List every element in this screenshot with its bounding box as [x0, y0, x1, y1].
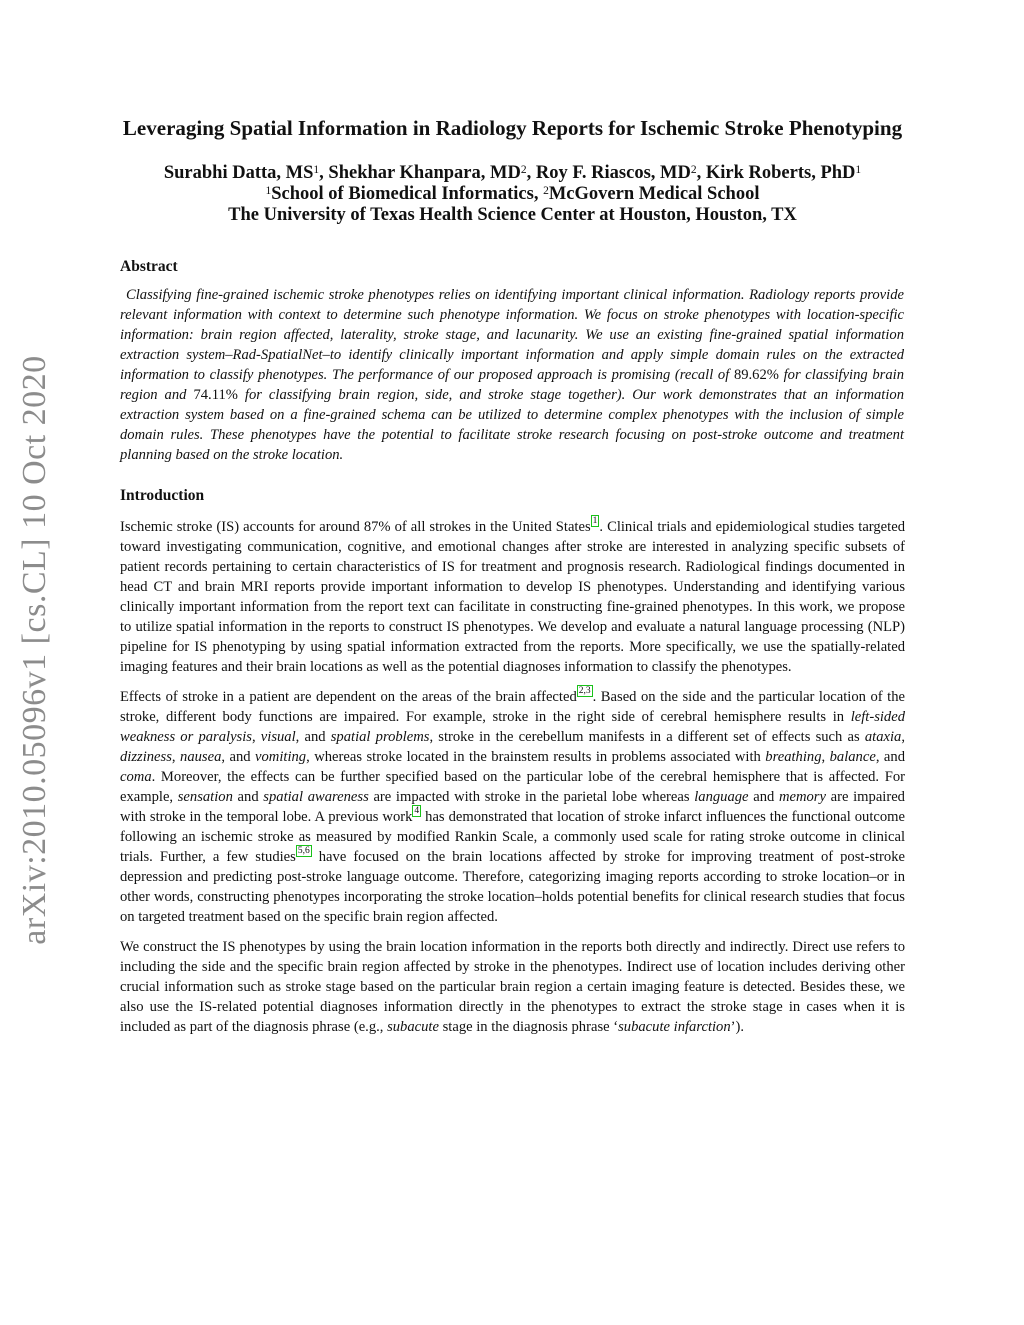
emphasis-term: ataxia [864, 729, 902, 745]
affiliation-number: 1 [265, 185, 272, 197]
arxiv-sidebar [0, 355, 70, 945]
author-affiliation-mark: 1 [855, 164, 862, 176]
citation-link[interactable]: 4 [414, 806, 420, 816]
author-affiliation-mark: 2 [690, 164, 697, 176]
author-affiliation-mark: 2 [520, 164, 527, 176]
author-name: Roy F. Riascos, MD [535, 163, 691, 183]
author-block [120, 163, 905, 226]
body-paragraph: Ischemic stroke (IS) accounts for around 87% of all strokes in the United States $^1$ . Clinical trials and epidemiological studies targeted toward investigating communication, cognitive, and emotional changes after stroke are interested in analyzing specific subsets of patient records pertaining to certain characteristics of IS for treatment and prognosis research. Radiological findings documented in head CT and brain MRI reports provide important information to develop IS phenotypes. Understanding and identifying various clinically important information from the report text can facilitate in constructing fine-grained phenotypes. In this work, we propose to utilize spatial information in the reports to construct IS phenotypes. We develop and evaluate a natural language processing (NLP) pipeline for IS phenotyping by using spatial information extracted from the reports. More specifically, we use the spatially-related imaging features and their brain locations as well as the potential diagnoses information to classify the phenotypes. [120, 516, 905, 675]
author-name: Kirk Roberts, PhD [705, 163, 856, 183]
affiliation-number: 2 [543, 185, 549, 197]
author-affiliation-mark: 1 [313, 164, 320, 176]
affiliation-name: McGovern Medical School [548, 184, 760, 204]
emphasis-term: left-sided weakness or paralysis [120, 709, 905, 745]
abstract-heading: Abstract [120, 258, 178, 275]
paper-title: Leveraging Spatial Information in Radiology Reports for Ischemic Stroke Phenotyping [122, 116, 903, 140]
emphasis-term: vomiting [255, 749, 307, 765]
emphasis-term: dizziness [120, 749, 172, 765]
emphasis-term: spatial awareness [263, 789, 369, 805]
author-list: Surabhi Datta, $MS^1$, Shekhar Khanpara, $MD^2$, Roy F. Riascos, $MD^2$, Kirk Roberts, PhD$^1$ [163, 163, 862, 183]
abstract-figure: 74.11% [193, 387, 238, 403]
author-name: Surabhi Datta, MS [163, 163, 314, 183]
emphasis-term: subacute infarction [618, 1019, 731, 1035]
emphasis-term: nausea [180, 749, 222, 765]
body-paragraph: Effects of stroke in a patient are dependent on the areas of the brain affected $^{2,3}$ . Based on the side and the particular location of the stroke, different body functions are impaired. For example, stroke in the right side of cerebral hemisphere results in left-sided weakness or paralysis, visual, and spatial problems, stroke in the cerebellum manifests in a different set of effects such as ataxia, dizziness, nausea, and vomiting, whereas stroke located in the brainstem results in problems associated with breathing, balance, and coma. Moreover, the effects can be further specified based on the particular lobe of the cerebral hemisphere that is affected. For example, sensation and spatial awareness are impacted with stroke in the parietal lobe whereas language and memory are impaired with stroke in the temporal lobe. A previous work $^4$ has demonstrated that location of stroke infarct influences the functional outcome following an ischemic stroke as measured by modified Rankin Scale, a commonly used scale for rating stroke outcome in clinical trials. Further, a few studies $^{5,6}$ have focused on the brain locations affected by stroke for improving treatment of post-stroke depression and predicting post-stroke language outcome. Therefore, categorizing imaging reports according to stroke location–or in other words, constructing phenotypes incorporating the stroke location–holds potential benefits for clinical research studies that focus on targeted treatment based on the specific brain region affected. [120, 686, 905, 925]
paper-page [120, 117, 905, 1047]
abstract-text: Classifying fine-grained ischemic stroke phenotypes relies on identifying important clinical information. Radiology reports provide relevant information with context to determine such phenotype information. We focus on stroke phenotypes with location-specific information: brain region affected, laterality, stroke stage, and lacunarity. We use an existing fine-grained spatial information extraction system–Rad-SpatialNet–to identify clinically important information and apply simple domain rules on the extracted information to classify phenotypes. The performance of our proposed approach is promising (recall of 89.62% for classifying brain region and 74.11% for classifying brain region, side, and stroke stage together). Our work demonstrates that an information extraction system based on a fine-grained schema can be utilized to determine complex phenotypes with the inclusion of simple domain rules. These phenotypes have the potential to facilitate stroke research focusing on post-stroke outcome and treatment planning based on the stroke location. [120, 287, 904, 463]
introduction-heading: Introduction [120, 487, 205, 504]
author-name: Shekhar Khanpara, MD [328, 163, 521, 183]
introduction-body [120, 517, 905, 1037]
citation-link[interactable]: 2,3 [578, 686, 591, 696]
abstract-figure: 89.62% [733, 367, 779, 383]
emphasis-term: visual [260, 729, 296, 745]
citation-link[interactable]: 5,6 [297, 846, 310, 856]
emphasis-term: sensation [177, 789, 233, 805]
citation-link[interactable]: 1 [592, 516, 598, 526]
emphasis-term: breathing [765, 749, 822, 765]
body-paragraph: We construct the IS phenotypes by using the brain location information in the reports both directly and indirectly. Direct use refers to including the side and the specific brain region affected by stroke in the phenotypes. Indirect use of location includes deriving other crucial information such as stroke stage based on the particular brain region a certain imaging feature is detected. Besides these, we also use the IS-related potential diagnoses information directly in the phenotypes to extract the stroke stage in cases when it is included as part of the diagnosis phrase (e.g., subacute stage in the diagnosis phrase ‘subacute infarction’). [120, 939, 905, 1035]
arxiv-identifier[interactable]: arXiv:2010.05096v1 [cs.CL] 10 Oct 2020 [16, 355, 53, 945]
emphasis-term: balance [829, 749, 876, 765]
affiliation-line [120, 184, 905, 205]
emphasis-term: language [694, 789, 749, 805]
emphasis-term: memory [778, 789, 826, 805]
emphasis-term: subacute [387, 1019, 439, 1035]
emphasis-term: coma [120, 769, 152, 785]
affiliation-name: School of Biomedical Informatics, [271, 184, 544, 204]
emphasis-term: spatial problems [330, 729, 430, 745]
institution: The University of Texas Health Science Center at Houston, Houston, TX [228, 205, 797, 225]
